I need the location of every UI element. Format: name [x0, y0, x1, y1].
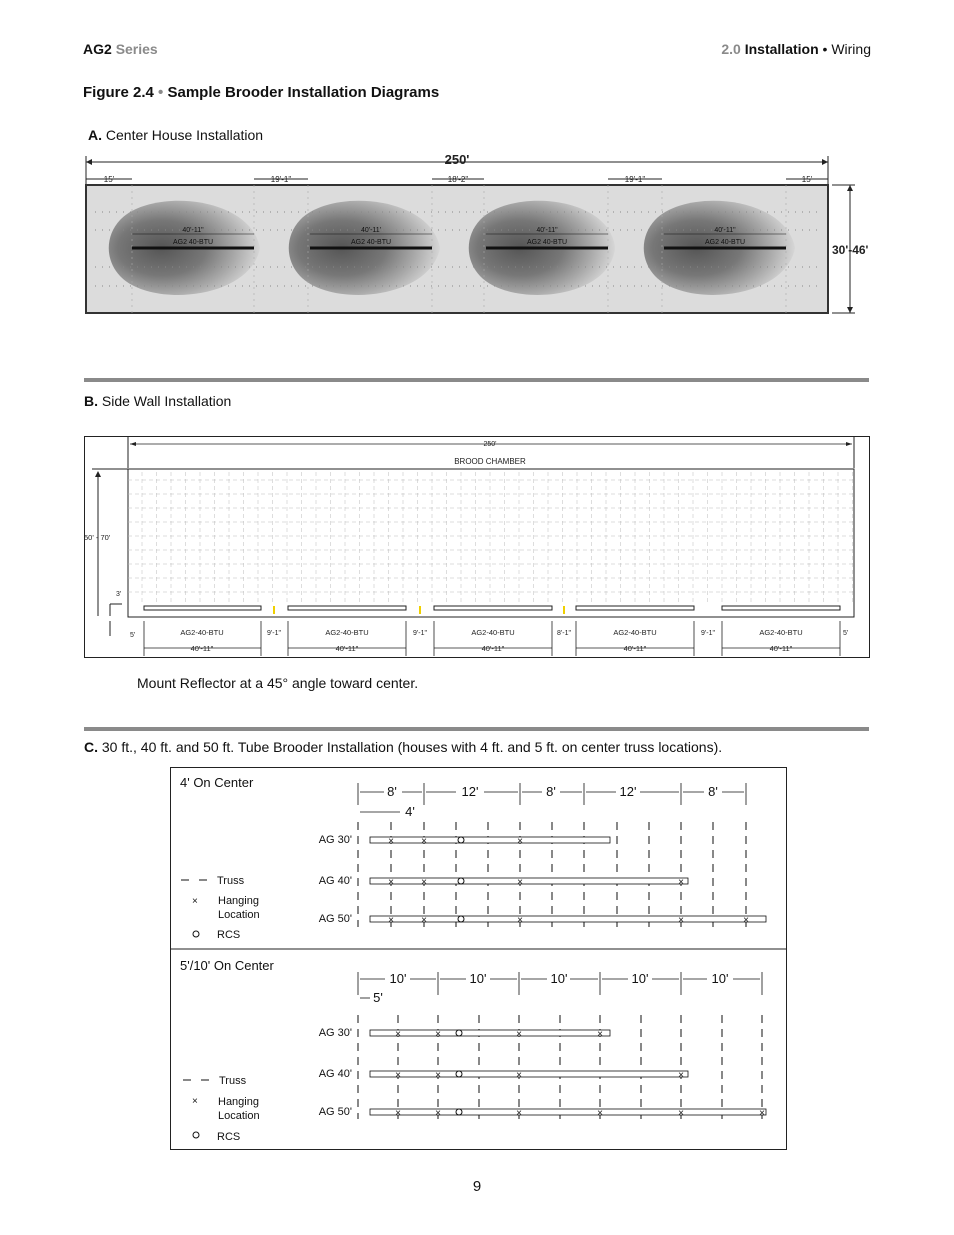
brooder-tube [434, 606, 552, 610]
figure-heading: Sample Brooder Installation Diagrams [167, 84, 440, 101]
unit-length: 40'-11" [335, 644, 359, 653]
divider [84, 727, 869, 731]
rcs-icon [193, 931, 199, 937]
svg-text:×: × [678, 915, 684, 926]
page-number: 9 [472, 1178, 482, 1195]
panel-title: 4' On Center [180, 775, 254, 790]
legend-hanging: Hanging [218, 895, 259, 907]
svg-text:×: × [388, 836, 394, 847]
panel-a-caption [88, 127, 263, 143]
legend-truss: Truss [219, 1075, 247, 1087]
unit-length: 40'-11" [623, 644, 647, 653]
panel-b-caption [84, 393, 231, 409]
hanging-icon: × [192, 896, 198, 907]
section-subtitle: • Wiring [822, 41, 871, 57]
tube-brooder-diagram [170, 767, 788, 1151]
svg-text:×: × [597, 1029, 603, 1040]
brooder-tube [370, 1071, 688, 1077]
row-label: AG 50' [318, 1106, 352, 1118]
row-label: AG 30' [318, 834, 352, 846]
unit-model: AG2 40-BTU [704, 239, 746, 246]
svg-text:×: × [395, 1108, 401, 1119]
legend-hanging: Hanging [218, 1096, 259, 1108]
hanging-icon: × [192, 1096, 198, 1107]
brood-chamber-label: BROOD CHAMBER [454, 457, 526, 466]
gap-label: 8'-1" [557, 630, 571, 637]
svg-text:×: × [516, 1070, 522, 1081]
legend-rcs: RCS [217, 1131, 241, 1143]
svg-text:×: × [435, 1029, 441, 1040]
svg-text:×: × [759, 1108, 765, 1119]
svg-text:×: × [388, 877, 394, 888]
brooder-tube [370, 878, 688, 884]
unit-model: AG2 40-BTU [526, 239, 568, 246]
end-label: 5' [130, 632, 136, 639]
overall-length-label: 250' [483, 441, 497, 448]
svg-text:×: × [421, 915, 427, 926]
unit-length: 40'-11" [536, 227, 558, 234]
spacing-label: 15' [103, 175, 115, 184]
unit-model: AG2-40-BTU [759, 628, 803, 637]
svg-text:×: × [395, 1029, 401, 1040]
svg-text:×: × [395, 1070, 401, 1081]
center-house-diagram [80, 150, 880, 320]
brooder-tube [722, 606, 840, 610]
row-label: AG 40' [318, 875, 352, 887]
legend-location: Location [218, 1110, 260, 1122]
width-label: 50' - 70' [84, 533, 111, 542]
svg-text:×: × [516, 1108, 522, 1119]
section-heading [721, 41, 871, 57]
svg-text:×: × [517, 836, 523, 847]
unit-model: AG2 40-BTU [172, 239, 214, 246]
unit-length: 40'-11" [182, 227, 204, 234]
panel-b-text: Side Wall Installation [101, 393, 232, 409]
unit-model: AG2-40-BTU [180, 628, 224, 637]
brooder-tube [288, 606, 406, 610]
panel-title: 5'/10' On Center [180, 958, 274, 973]
svg-text:×: × [678, 1070, 684, 1081]
svg-text:×: × [421, 877, 427, 888]
spacing-label: 10' [469, 971, 487, 986]
reflector-note: Mount Reflector at a 45° angle toward center. [137, 675, 419, 691]
panel-c-letter: C. [84, 739, 98, 755]
gap-label: 9'-1" [413, 630, 427, 637]
panel-c-text: 30 ft., 40 ft. and 50 ft. Tube Brooder Installation (houses with 4 ft. and 5 ft. on center truss locations). [101, 739, 723, 755]
spacing-label: 12' [619, 784, 637, 799]
unit-model: AG2-40-BTU [325, 628, 369, 637]
row-label: AG 40' [318, 1068, 352, 1080]
series-name: AG2 [83, 41, 112, 57]
side-wall-diagram [84, 436, 870, 659]
gap-label: 9'-1" [701, 630, 715, 637]
spacing-label: 19'-1" [270, 175, 292, 184]
end-label: 5' [843, 630, 849, 637]
spacing-label: 10' [631, 971, 649, 986]
svg-text:×: × [435, 1070, 441, 1081]
rcs-icon [193, 1132, 199, 1138]
spacing-label: 10' [550, 971, 568, 986]
legend-rcs: RCS [217, 929, 241, 941]
overall-length-label: 250' [444, 152, 470, 167]
svg-text:×: × [517, 915, 523, 926]
spacing-label: 18'-2" [447, 175, 469, 184]
spacing-label: 8' [546, 784, 556, 799]
series-word: Series [115, 41, 158, 57]
panel-c-caption [84, 739, 722, 755]
svg-text:×: × [597, 1108, 603, 1119]
legend-truss: Truss [217, 875, 245, 887]
panel-a-text: Center House Installation [105, 127, 264, 143]
unit-length: 40'-11" [481, 644, 505, 653]
svg-text:×: × [678, 1108, 684, 1119]
spacing-label: 19'-1" [624, 175, 646, 184]
figure-label: Figure 2.4 [83, 84, 154, 101]
unit-length: 40'-11' [360, 227, 382, 234]
section-title: Installation [744, 41, 819, 57]
spacing-label: 10' [711, 971, 729, 986]
brooder-tube [370, 1109, 766, 1115]
gap-label: 9'-1" [267, 630, 281, 637]
panel-b-letter: B. [84, 393, 98, 409]
section-number: 2.0 [721, 41, 741, 57]
unit-model: AG2 40-BTU [350, 239, 392, 246]
spacing-label: 15' [801, 175, 813, 184]
series-label [83, 41, 158, 57]
divider [84, 378, 869, 382]
width-label: 30'-46' [832, 243, 869, 257]
svg-text:×: × [516, 1029, 522, 1040]
unit-length: 40'-11" [769, 644, 793, 653]
brooder-tube [576, 606, 694, 610]
svg-text:×: × [421, 836, 427, 847]
unit-length: 40'-11" [714, 227, 736, 234]
figure-dot: • [158, 84, 164, 101]
offset-label: 3' [116, 591, 122, 598]
svg-text:×: × [517, 877, 523, 888]
svg-text:×: × [743, 915, 749, 926]
brooder-tube [370, 837, 610, 843]
legend-location: Location [218, 909, 260, 921]
spacing-label: 8' [708, 784, 718, 799]
unit-length: 40'-11" [190, 644, 214, 653]
spacing-label: 10' [389, 971, 407, 986]
spacing-label: 8' [387, 784, 397, 799]
svg-text:×: × [388, 915, 394, 926]
brooder-tube [144, 606, 261, 610]
spacing-label: 5' [373, 990, 383, 1005]
brooder-tube [370, 1030, 610, 1036]
brooder-tube [370, 916, 766, 922]
unit-model: AG2-40-BTU [471, 628, 515, 637]
panel-a-letter: A. [88, 127, 102, 143]
svg-text:×: × [435, 1108, 441, 1119]
figure-title [83, 84, 439, 101]
row-label: AG 50' [318, 913, 352, 925]
spacing-label: 4' [405, 804, 415, 819]
svg-text:×: × [678, 877, 684, 888]
spacing-label: 12' [461, 784, 479, 799]
row-label: AG 30' [318, 1027, 352, 1039]
unit-model: AG2-40-BTU [613, 628, 657, 637]
